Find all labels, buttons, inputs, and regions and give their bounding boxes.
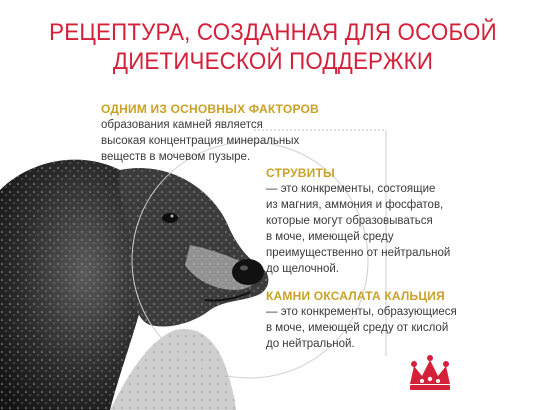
main-factor-heading: ОДНИМ ИЗ ОСНОВНЫХ ФАКТОРОВ: [101, 102, 319, 116]
struvite-line-4: в моче, имеющей среду: [266, 231, 394, 243]
main-factor-line-2: высокая концентрация минеральных: [101, 135, 300, 147]
info-block-struvite: [266, 166, 450, 277]
struvite-line-5: преимущественно от нейтральной: [266, 247, 451, 259]
calcium-oxalate-line-1: — это конкременты, образующиеся: [266, 306, 457, 318]
struvite-line-6: до щелочной.: [266, 263, 339, 275]
struvite-line-1: — это конкременты, состоящие: [266, 183, 436, 195]
main-factor-line-1: образования камней является: [101, 119, 263, 131]
royal-crown-logo-icon: [404, 354, 456, 394]
struvite-line-3: которые могут образовываться: [266, 215, 433, 227]
struvite-heading: СТРУВИТЫ: [266, 166, 335, 180]
title-line-1: РЕЦЕПТУРА, СОЗДАННАЯ ДЛЯ ОСОБОЙ: [49, 19, 497, 46]
calcium-oxalate-line-2: в моче, имеющей среду от кислой: [266, 322, 449, 334]
calcium-oxalate-line-3: до нейтральной.: [266, 338, 355, 350]
struvite-line-2: из магния, аммония и фосфатов,: [266, 199, 444, 211]
info-block-calcium-oxalate: [266, 289, 457, 352]
main-factor-line-3: веществ в мочевом пузыре.: [101, 151, 251, 163]
info-block-main-factor: [101, 102, 319, 165]
calcium-oxalate-heading: КАМНИ ОКСАЛАТА КАЛЬЦИЯ: [266, 289, 445, 303]
title-line-2: ДИЕТИЧЕСКОЙ ПОДДЕРЖКИ: [112, 48, 434, 75]
